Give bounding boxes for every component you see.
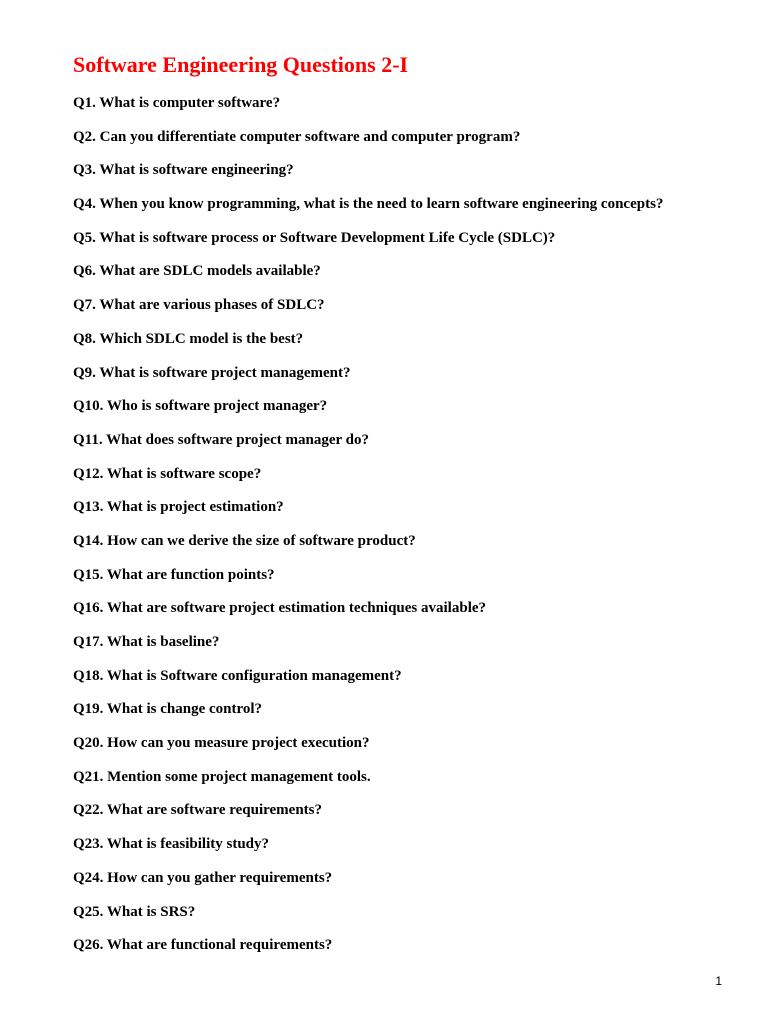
question-item: Q16. What are software project estimation techniques available? bbox=[73, 600, 487, 617]
question-item: Q14. How can we derive the size of software product? bbox=[73, 532, 416, 549]
question-item: Q19. What is change control? bbox=[73, 701, 263, 718]
question-item: Q26. What are functional requirements? bbox=[73, 937, 333, 954]
question-item: Q17. What is baseline? bbox=[73, 634, 220, 650]
question-item: Q11. What does software project manager do? bbox=[73, 431, 369, 448]
question-item: Q21. Mention some project management tools. bbox=[73, 768, 371, 785]
question-item: Q13. What is project estimation? bbox=[73, 499, 284, 516]
question-item: Q7. What are various phases of SDLC? bbox=[73, 297, 325, 314]
question-item: Q20. How can you measure project execution? bbox=[73, 735, 370, 752]
question-item: Q24. How can you gather requirements? bbox=[73, 869, 333, 886]
question-item: Q2. Can you differentiate computer software and computer program? bbox=[73, 128, 521, 145]
question-item: Q22. What are software requirements? bbox=[73, 802, 323, 819]
question-item: Q23. What is feasibility study? bbox=[73, 836, 270, 853]
question-item: Q5. What is software process or Software Development Life Cycle (SDLC)? bbox=[73, 229, 556, 246]
question-item: Q18. What is Software configuration management? bbox=[73, 667, 402, 684]
question-item: Q10. Who is software project manager? bbox=[73, 398, 328, 415]
question-item: Q8. Which SDLC model is the best? bbox=[73, 330, 304, 347]
question-item: Q9. What is software project management? bbox=[73, 364, 351, 381]
question-item: Q6. What are SDLC models available? bbox=[73, 263, 321, 280]
question-item: Q3. What is software engineering? bbox=[73, 162, 294, 179]
question-item: Q25. What is SRS? bbox=[73, 903, 196, 920]
question-item: Q12. What is software scope? bbox=[73, 465, 262, 482]
question-list bbox=[73, 94, 663, 970]
page-title: Software Engineering Questions 2-I bbox=[73, 52, 409, 77]
question-item: Q1. What is computer software? bbox=[73, 95, 281, 111]
page-number: 1 bbox=[715, 974, 722, 988]
question-item: Q15. What are function points? bbox=[73, 566, 275, 583]
question-item: Q4. When you know programming, what is the need to learn software engineering concepts? bbox=[73, 196, 664, 213]
